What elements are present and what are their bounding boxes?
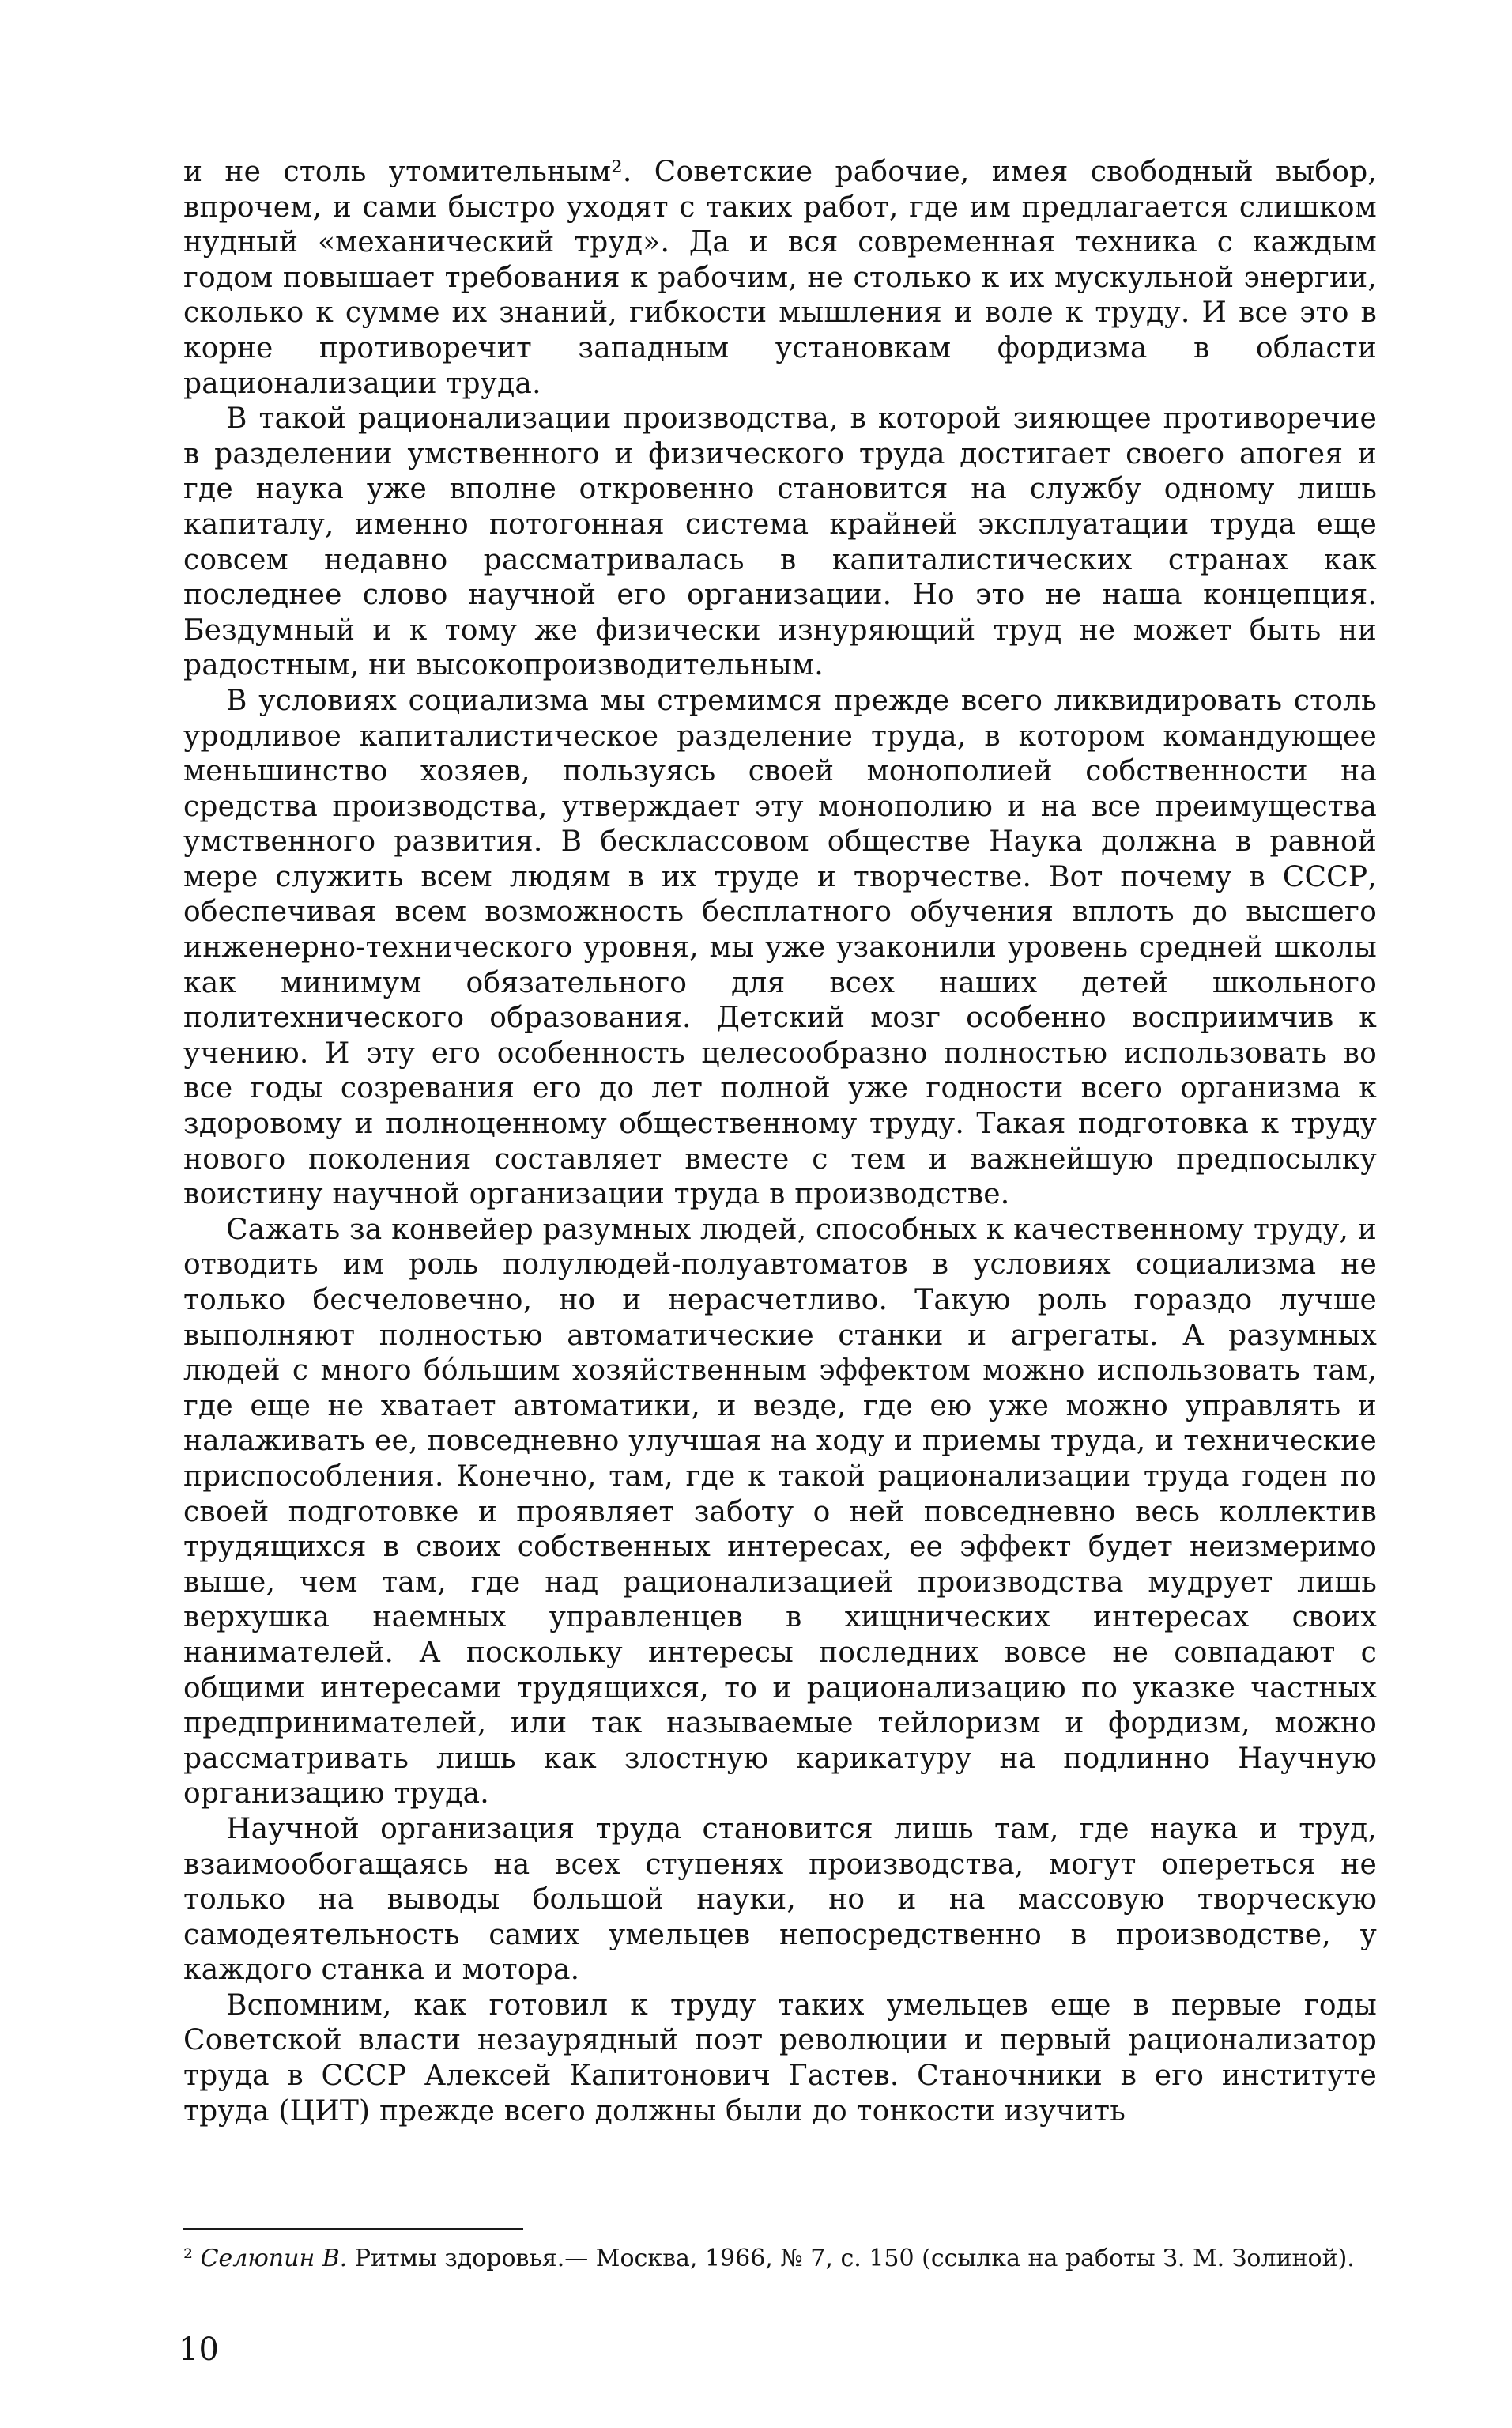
footnote-text: Ритмы здоровья.— Москва, 1966, № 7, с. 150 (ссылка на работы З. М. Золиной). bbox=[354, 2245, 1355, 2272]
paragraph-1: и не столь утомительным². Советские рабочие, имея свободный выбор, впрочем, и сами быстро уходят с таких работ, где им предлагается слишком нудный «механический труд». Да и вся современная техника с каждым годом повышает требования к рабочим, не столько к их мускульной энергии, сколько к сумме их знаний, гибкости мышления и воле к труду. И все это в корне противоречит западным установкам фордизма в области рационализации труда. bbox=[183, 156, 1377, 400]
paragraph-4: Сажать за конвейер разумных людей, способных к качественному труду, и отводить им роль полулюдей-полуавтоматов в условиях социализма не только бесчеловечно, но и нерасчетливо. Такую роль гораздо лучше выполняют полностью автоматические станки и агрегаты. А разумных людей с много бо́льшим хозяйственным эффектом можно использовать там, где еще не хватает автоматики, и везде, где ею уже можно управлять и налаживать ее, повседневно улучшая на ходу и приемы труда, и технические приспособления. Конечно, там, где к такой рационализации труда годен по своей подготовке и проявляет заботу о ней повседневно весь коллектив трудящихся в своих собственных интересах, ее эффект будет неизмеримо выше, чем там, где над рационализацией производства мудрует лишь верхушка наемных управленцев в хищнических интересах своих нанимателей. А поскольку интересы последних вовсе не совпадают с общими интересами трудящихся, то и рационализацию по указке частных предпринимателей, или так называемые тейлоризм и фордизм, можно рассматривать лишь как злостную карикатуру на подлинно Научную организацию труда. bbox=[183, 1213, 1377, 1811]
footnote-divider bbox=[183, 2228, 523, 2230]
footnote bbox=[183, 2244, 1377, 2274]
paragraph-6: Вспомним, как готовил к труду таких умельцев еще в первые годы Советской власти незаурядный поэт революции и первый рационализатор труда в СССР Алексей Капитонович Гастев. Станочники в его институте труда (ЦИТ) прежде всего должны были до тонкости изучить bbox=[183, 1988, 1377, 2128]
paragraph-5: Научной организация труда становится лишь там, где наука и труд, взаимообогащаясь на всех ступенях производства, могут опереться не только на выводы большой науки, но и на массовую творческую самодеятельность самих умельцев непосредственно в производстве, у каждого станка и мотора. bbox=[183, 1812, 1377, 1987]
paragraph-2: В такой рационализации производства, в которой зияющее противоречие в разделении умственного и физического труда достигает своего апогея и где наука уже вполне откровенно становится на службу одному лишь капиталу, именно потогонная система крайней эксплуатации труда еще совсем недавно рассматривалась в капиталистических странах как последнее слово научной его организации. Но это не наша концепция. Бездумный и к тому же физически изнуряющий труд не может быть ни радостным, ни высокопроизводительным. bbox=[183, 402, 1377, 682]
page-number: 10 bbox=[179, 2332, 219, 2368]
footnote-marker: ² bbox=[183, 2245, 194, 2272]
footnote-author: Селюпин В. bbox=[200, 2245, 348, 2272]
main-text bbox=[183, 155, 1377, 2129]
paragraph-3: В условиях социализма мы стремимся прежде всего ликвидировать столь уродливое капиталистическое разделение труда, в котором командующее меньшинство хозяев, пользуясь своей монополией собственности на средства производства, утверждает эту монополию и на все преимущества умственного развития. В бесклассовом обществе Наука должна в равной мере служить всем людям в их труде и творчестве. Вот почему в СССР, обеспечивая всем возможность бесплатного обучения вплоть до высшего инженерно-технического уровня, мы уже узаконили уровень средней школы как минимум обязательного для всех наших детей школьного политехнического образования. Детский мозг особенно восприимчив к учению. И эту его особенность целесообразно полностью использовать во все годы созревания его до лет полной уже годности всего организма к здоровому и полноценному общественному труду. Такая подготовка к труду нового поколения составляет вместе с тем и важнейшую предпосылку воистину научной организации труда в производстве. bbox=[183, 684, 1377, 1211]
